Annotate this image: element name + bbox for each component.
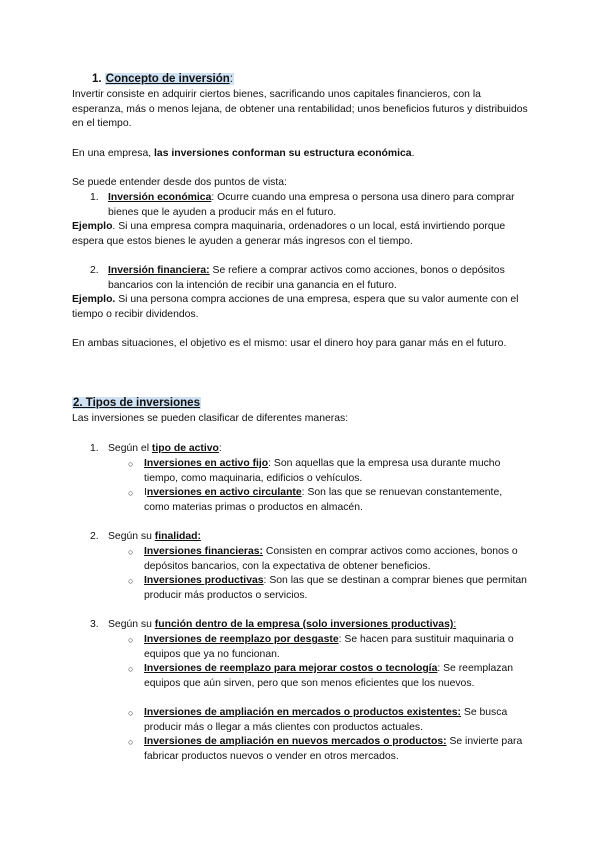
list-number: 2. <box>90 265 99 276</box>
group-prefix: Según el <box>108 443 152 454</box>
group-prefix: Según su <box>108 531 155 542</box>
inversion-financiera-term: Inversión financiera: <box>108 265 210 276</box>
bullet-icon: ○ <box>128 547 134 557</box>
sub-item-term: Inversiones de reemplazo por desgaste <box>144 634 339 645</box>
group-label: finalidad: <box>154 531 201 542</box>
group-tipo-de-activo <box>90 442 528 457</box>
ejemplo1-text: . Si una empresa compra maquinaria, ordenadores o un local, está invirtiendo porque espera que estos bienes le ayuden a generar más ingresos con el tiempo. <box>72 221 506 247</box>
group-label: función dentro de la empresa (solo inversiones productivas) <box>154 619 454 630</box>
inversion-economica-term: Inversión económica <box>108 192 212 203</box>
bullet-icon: ○ <box>128 459 134 469</box>
ejemplo2-label: Ejemplo. <box>72 294 116 305</box>
sub-item-text: : Se reemplazan equipos que aún sirven, pero que son menos eficientes que los nuevos. <box>144 663 514 689</box>
section2-title: 2. Tipos de inversiones <box>73 397 200 409</box>
sub-item-productivas <box>128 574 528 603</box>
sub-item-term: Inversiones de ampliación en nuevos mercados o productos: <box>144 736 447 747</box>
bullet-icon: ○ <box>128 737 134 747</box>
list-number: 1. <box>90 443 99 454</box>
sub-item-ampliacion-existentes <box>128 706 528 735</box>
sub-item-text: Consisten en comprar activos como acciones, bonos o depósitos bancarios, con la expectativa de obtener beneficios. <box>144 546 518 572</box>
sub-item-term: Inversiones en activo fijo <box>144 458 269 469</box>
sub-item-text: Se busca producir más o llegar a más clientes con productos actuales. <box>144 707 508 733</box>
ejemplo2-text: Si una persona compra acciones de una empresa, espera que su valor aumente con el tiempo o recibir dividendos. <box>72 294 519 320</box>
list-item-inversion-economica <box>90 191 528 220</box>
ejemplo2-paragraph <box>72 293 528 322</box>
section1-heading <box>92 72 548 87</box>
bullet-icon: ○ <box>128 576 134 586</box>
list-number: 2. <box>90 531 99 542</box>
bullet-icon: ○ <box>128 635 134 645</box>
sub-item-activo-fijo <box>128 457 528 486</box>
empresa-bold: las inversiones conforman su estructura económica <box>154 148 412 159</box>
empresa-paragraph <box>72 147 528 162</box>
bullet-icon: ○ <box>128 664 134 674</box>
inversion-economica-text: : Ocurre cuando una empresa o persona usa dinero para comprar bienes que le ayuden a producir más en el futuro. <box>108 192 515 218</box>
group-suffix: : <box>218 443 222 454</box>
sub-item-term: Inversiones de ampliación en mercados o productos existentes: <box>144 707 462 718</box>
bullet-icon: ○ <box>128 708 134 718</box>
inversion-financiera-text: Se refiere a comprar activos como acciones, bonos o depósitos bancarios con la intención de recibir una ganancia en el futuro. <box>108 265 505 291</box>
group-finalidad <box>90 530 528 545</box>
sub-item-ampliacion-nuevos <box>128 735 528 764</box>
sub-item-term: Inversiones de reemplazo para mejorar costos o tecnología <box>144 663 438 674</box>
sub-item-text: Se invierte para fabricar productos nuevos o vender en otros mercados. <box>144 736 523 762</box>
sub-item-text: : Son las que se renuevan constantemente, como materias primas o productos en almacén. <box>144 487 503 513</box>
sub-item-text: : Son aquellas que la empresa usa durante mucho tiempo, como maquinaria, edificios o vehículos. <box>144 458 501 484</box>
puntos-de-vista: Se puede entender desde dos puntos de vista: <box>72 177 287 188</box>
list-number: 3. <box>90 619 99 630</box>
ejemplo1-paragraph <box>72 220 528 249</box>
bullet-icon: ○ <box>128 488 134 498</box>
sub-item-reemplazo-desgaste <box>128 633 528 662</box>
group-suffix: : <box>453 619 457 630</box>
ejemplo1-label: Ejemplo <box>72 221 113 232</box>
sub-item-term: nversiones en activo circulante <box>146 487 302 498</box>
sub-item-term: Inversiones financieras: <box>144 546 263 557</box>
section1-intro: Invertir consiste en adquirir ciertos bienes, sacrificando unos capitales financieros, con la esperanza, más o menos lejana, de obtener una rentabilidad; unos beneficios futuros y distribuidos en el tiempo. <box>72 89 528 130</box>
section1-number: 1. <box>92 73 102 85</box>
list-item-inversion-financiera <box>90 264 528 293</box>
sub-item-pre: I <box>144 487 147 498</box>
group-funcion <box>90 618 528 633</box>
sub-item-text: : Son las que se destinan a comprar bienes que permitan producir más productos o servicios. <box>144 575 527 601</box>
conclusion-paragraph: En ambas situaciones, el objetivo es el mismo: usar el dinero hoy para ganar más en el futuro. <box>72 338 507 349</box>
section1-title-suffix: : <box>229 73 233 85</box>
section1-title: Concepto de inversión <box>105 73 230 85</box>
section2-intro: Las inversiones se pueden clasificar de diferentes maneras: <box>72 413 349 424</box>
sub-item-text: : Se hacen para sustituir maquinaria o equipos que ya no funcionan. <box>144 634 514 660</box>
empresa-suffix: . <box>411 148 415 159</box>
section2-heading <box>72 396 528 411</box>
sub-item-financieras <box>128 545 528 574</box>
sub-item-term: Inversiones productivas <box>144 575 264 586</box>
group-prefix: Según su <box>108 619 155 630</box>
list-number: 1. <box>90 192 99 203</box>
group-label: tipo de activo <box>151 443 219 454</box>
sub-item-activo-circulante <box>128 486 528 515</box>
sub-item-reemplazo-mejora <box>128 662 528 691</box>
empresa-prefix: En una empresa, <box>72 148 155 159</box>
